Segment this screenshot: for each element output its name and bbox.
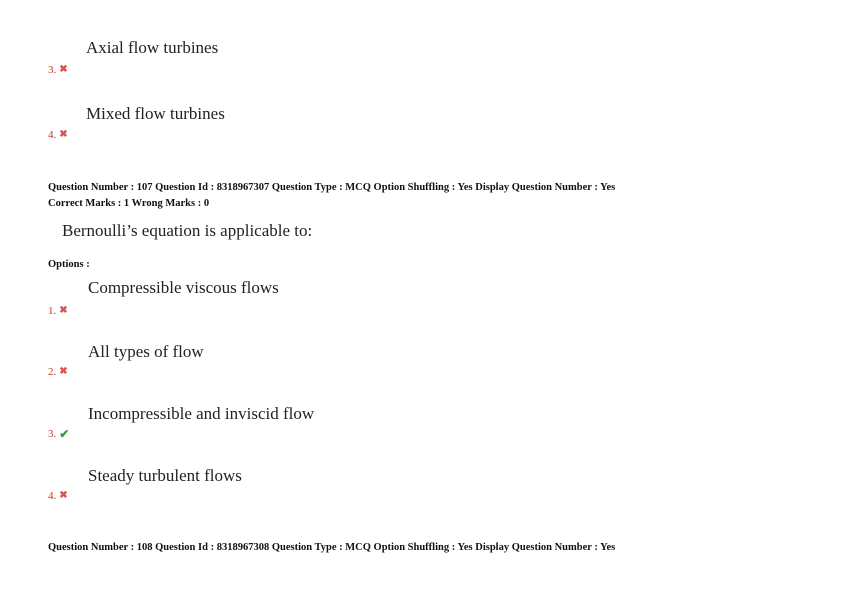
option-2-text: All types of flow (88, 342, 204, 361)
question-107-meta-line1: Question Number : 107 Question Id : 8318967307 Question Type : MCQ Option Shuffling : Yes Display Question Number : Yes (48, 182, 616, 193)
option-number-label: 2. (48, 366, 57, 378)
option-4-text: Steady turbulent flows (88, 466, 242, 485)
option-number-label: 3. (48, 64, 57, 76)
cross-icon: ✖ (59, 366, 68, 377)
prev-option-4-number (48, 129, 68, 141)
option-number-label: 1. (48, 305, 57, 317)
prev-option-4-text: Mixed flow turbines (86, 104, 225, 123)
check-icon: ✔ (59, 427, 70, 441)
options-label: Options : (48, 259, 90, 270)
question-107-text: Bernoulli’s equation is applicable to: (62, 221, 313, 240)
question-107-meta-line2: Correct Marks : 1 Wrong Marks : 0 (48, 198, 210, 209)
option-3-text: Incompressible and inviscid flow (88, 404, 315, 423)
option-2-number (48, 366, 68, 378)
option-1-number (48, 305, 68, 317)
cross-icon: ✖ (59, 305, 68, 316)
option-1-text: Compressible viscous flows (88, 278, 279, 297)
cross-icon: ✖ (59, 64, 68, 75)
option-4-number (48, 490, 68, 502)
option-number-label: 4. (48, 129, 57, 141)
prev-option-3-number (48, 64, 68, 76)
question-108-meta-line1: Question Number : 108 Question Id : 8318967308 Question Type : MCQ Option Shuffling : Yes Display Question Number : Yes (48, 542, 616, 553)
cross-icon: ✖ (59, 490, 68, 501)
cross-icon: ✖ (59, 129, 68, 140)
option-3-number (48, 428, 69, 440)
prev-option-3-text: Axial flow turbines (86, 38, 219, 57)
option-number-label: 4. (48, 490, 57, 502)
option-number-label: 3. (48, 428, 57, 440)
